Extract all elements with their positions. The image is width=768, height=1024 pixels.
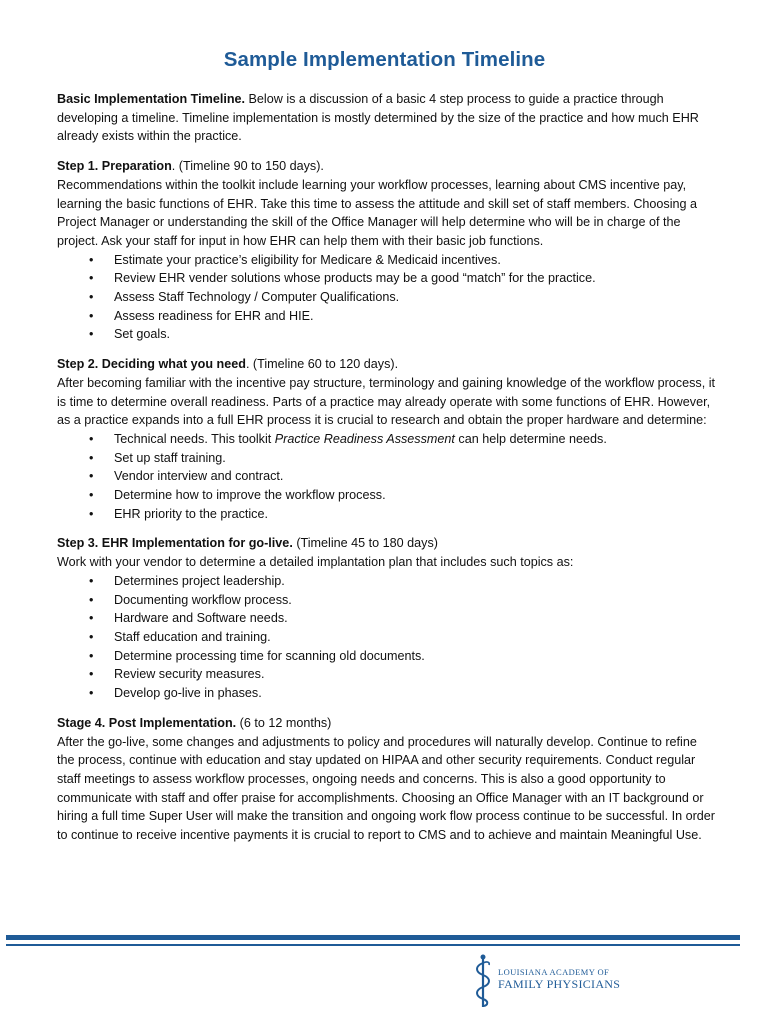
step2-bullet-list — [57, 430, 717, 524]
intro-text: Below is a discussion of a basic 4 step process to guide a practice through developing a timeline. Timeline implementation is mostly determined by the size of the practice and how much EHR already exists within the practice. — [57, 92, 699, 144]
step1-bullet-list — [57, 251, 717, 345]
list-item: • Staff education and training. — [57, 628, 717, 647]
step2-timeline: (Timeline 60 to 120 days). — [249, 357, 399, 372]
footer-divider-thick — [6, 935, 740, 940]
list-item: • Hardware and Software needs. — [57, 609, 717, 628]
step3-timeline: (Timeline 45 to 180 days) — [292, 536, 438, 551]
step1-timeline: (Timeline 90 to 150 days). — [175, 159, 324, 174]
step2-heading-line — [57, 355, 717, 374]
list-item: • Set up staff training. — [57, 449, 717, 468]
list-item: • Set goals. — [57, 325, 717, 344]
step2-heading-suffix: . — [245, 357, 250, 372]
caduceus-icon — [472, 953, 494, 1009]
step2-heading: Step 2. Deciding what you need — [57, 357, 246, 372]
intro-heading: Basic Implementation Timeline. — [57, 92, 246, 106]
stage4-timeline: (6 to 12 months) — [236, 715, 332, 730]
footer-divider-thin — [6, 944, 740, 946]
org-name-line2: FAMILY PHYSICIANS — [498, 977, 621, 991]
step1-heading-suffix: . — [171, 159, 176, 174]
step3-text: Work with your vendor to determine a detailed implantation plan that includes such topics as: — [57, 555, 574, 570]
list-item: • Estimate your practice’s eligibility for Medicare & Medicaid incentives. — [57, 251, 717, 270]
step3-section — [57, 534, 717, 702]
bullet-text: Technical needs. This toolkit — [114, 431, 275, 446]
step2-text: After becoming familiar with the incentive pay structure, terminology and gaining knowledge of the workflow process, it is time to determine overall readiness. Parts of a practice may already operate with some functions of EHR. However, as a practice expands into a full EHR process it is crucial to research and obtain the proper hardware and determine: — [57, 375, 715, 428]
list-item: • Documenting workflow process. — [57, 591, 717, 610]
document-body — [57, 90, 717, 845]
list-item: • Develop go-live in phases. — [57, 684, 717, 703]
intro-paragraph — [57, 90, 717, 146]
org-logo — [472, 953, 632, 1009]
stage4-section — [57, 714, 717, 845]
stage4-text: After the go-live, some changes and adjustments to policy and procedures will naturally develop. Continue to refine the process, continue with education and stay updated on HIPAA and other security requirements. Conduct regular staff meetings to assess workflow processes, ongoing needs and concerns. This is also a good opportunity to communicate with staff and offer praise for accomplishments. Choosing an Office Manager with an IT background or hiring a full time Super User will make the transition and ongoing work flow process continue to be successful. In order to continue to receive incentive payments it is crucial to report to CMS and to achieve and maintain Meaningful Use. — [57, 734, 715, 843]
step3-heading-line — [57, 534, 717, 553]
page-title: Sample Implementation Timeline — [223, 48, 546, 71]
list-item: • Assess readiness for EHR and HIE. — [57, 307, 717, 326]
step2-section — [57, 355, 717, 523]
step3-heading: Step 3. EHR Implementation for go-live. — [57, 536, 293, 551]
step1-heading-line — [57, 157, 717, 176]
org-name-line1: LOUISIANA ACADEMY OF — [498, 967, 610, 977]
list-item: • Review security measures. — [57, 665, 717, 684]
list-item: • Assess Staff Technology / Computer Qualifications. — [57, 288, 717, 307]
step1-section — [57, 157, 717, 344]
org-name — [498, 967, 620, 991]
stage4-heading-line — [57, 714, 717, 733]
bullet-text: can help determine needs. — [454, 431, 607, 446]
list-item — [57, 430, 717, 449]
step3-bullet-list — [57, 572, 717, 703]
step1-text: Recommendations within the toolkit include learning your workflow processes, learning about CMS incentive pay, learning the basic functions of EHR. Take this time to assess the attitude and skill set of staff members. Choosing a Project Manager or understanding the skill of the Office Manager will help determine who will be in charge of the project. Ask your staff for input in how EHR can help them with their basic job functions. — [57, 177, 698, 248]
list-item: • Determine processing time for scanning old documents. — [57, 647, 717, 666]
list-item: • Determine how to improve the workflow process. — [57, 486, 717, 505]
list-item: • EHR priority to the practice. — [57, 505, 717, 524]
list-item: • Vendor interview and contract. — [57, 467, 717, 486]
stage4-heading: Stage 4. Post Implementation. — [57, 715, 237, 730]
list-item: • Determines project leadership. — [57, 572, 717, 591]
list-item: • Review EHR vender solutions whose products may be a good “match” for the practice. — [57, 269, 717, 288]
practice-readiness-assessment-ref: Practice Readiness Assessment — [274, 431, 455, 446]
step1-heading: Step 1. Preparation — [57, 159, 172, 174]
